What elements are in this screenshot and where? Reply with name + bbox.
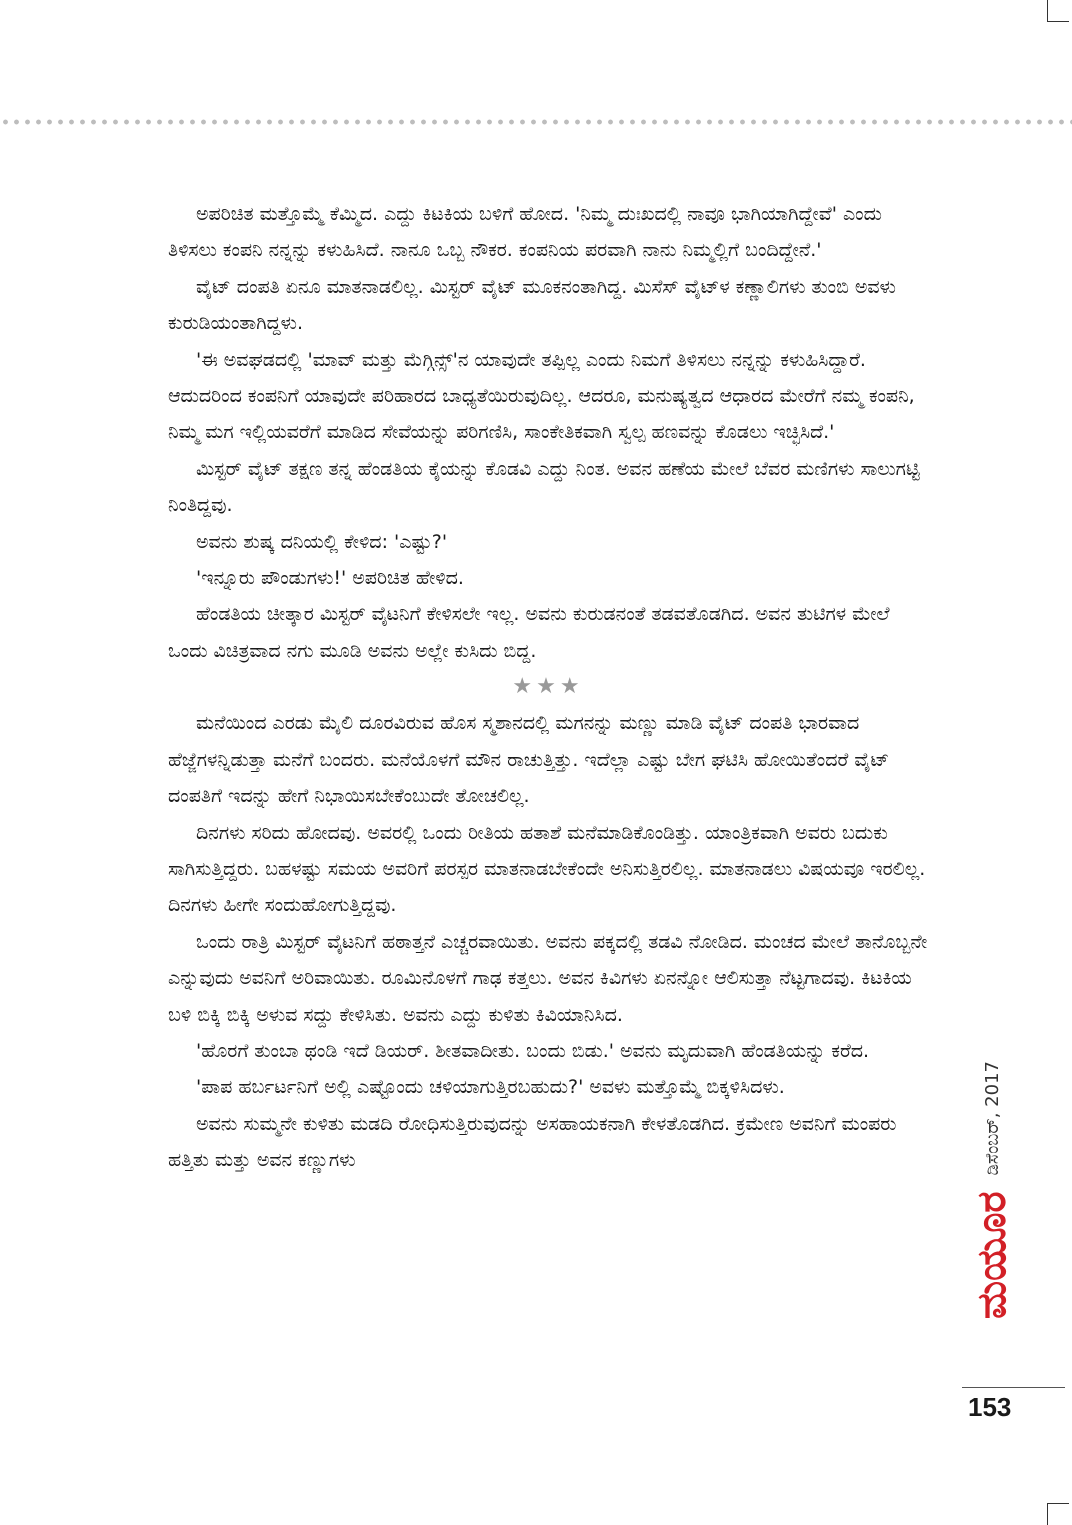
paragraph: ಅಪರಿಚಿತ ಮತ್ತೊಮ್ಮೆ ಕೆಮ್ಮಿದ. ಎದ್ದು ಕಿಟಕಿಯ ಬಳಿಗೆ ಹೋದ. 'ನಿಮ್ಮ ದುಃಖದಲ್ಲಿ ನಾವೂ ಭಾಗಿಯಾಗಿದ್ದೇವೆ' ಎಂದು ತಿಳಿಸಲು ಕಂಪನಿ ನನ್ನನ್ನು ಕಳುಹಿಸಿದೆ. ನಾನೂ ಒಬ್ಬ ನೌಕರ. ಕಂಪನಿಯ ಪರವಾಗಿ ನಾನು ನಿಮ್ಮಲ್ಲಿಗೆ ಬಂದಿದ್ದೇನೆ.' [168, 203, 882, 262]
article-body [168, 196, 928, 1179]
paragraph: ಅವನು ಶುಷ್ಕ ದನಿಯಲ್ಲಿ ಕೇಳಿದ: 'ಎಷ್ಟು?' [196, 530, 448, 553]
paragraph: 'ಈ ಅವಘಡದಲ್ಲಿ 'ಮಾವ್ ಮತ್ತು ಮೆಗ್ಗಿನ್ಸ್'ನ ಯಾವುದೇ ತಪ್ಪಿಲ್ಲ ಎಂದು ನಿಮಗೆ ತಿಳಿಸಲು ನನ್ನನ್ನು ಕಳುಹಿಸಿದ್ದಾರೆ. ಆದುದರಿಂದ ಕಂಪನಿಗೆ ಯಾವುದೇ ಪರಿಹಾರದ ಬಾಧ್ಯತೆಯಿರುವುದಿಲ್ಲ. ಆದರೂ, ಮನುಷ್ಯತ್ವದ ಆಧಾರದ ಮೇರೆಗೆ ನಮ್ಮ ಕಂಪನಿ, ನಿಮ್ಮ ಮಗ ಇಲ್ಲಿಯವರೆಗೆ ಮಾಡಿದ ಸೇವೆಯನ್ನು ಪರಿಗಣಿಸಿ, ಸಾಂಕೇತಿಕವಾಗಿ ಸ್ವಲ್ಪ ಹಣವನ್ನು ಕೊಡಲು ಇಚ್ಛಿಸಿದೆ.' [168, 348, 915, 444]
page-number-rule [962, 1387, 1065, 1388]
section-separator: ★★★ [512, 674, 584, 700]
paragraph: ದಿನಗಳು ಸರಿದು ಹೋದವು. ಅವರಲ್ಲಿ ಒಂದು ರೀತಿಯ ಹತಾಶೆ ಮನೆಮಾಡಿಕೊಂಡಿತ್ತು. ಯಾಂತ್ರಿಕವಾಗಿ ಅವರು ಬದುಕು ಸಾಗಿಸುತ್ತಿದ್ದರು. ಬಹಳಷ್ಟು ಸಮಯ ಅವರಿಗೆ ಪರಸ್ಪರ ಮಾತನಾಡಬೇಕೆಂದೇ ಅನಿಸುತ್ತಿರಲಿಲ್ಲ. ಮಾತನಾಡಲು ವಿಷಯವೂ ಇರಲಿಲ್ಲ. ದಿನಗಳು ಹೀಗೇ ಸಂದುಹೋಗುತ್ತಿದ್ದವು. [168, 821, 926, 917]
crop-mark-top-vertical [1047, 0, 1048, 22]
paragraph: ಒಂದು ರಾತ್ರಿ ಮಿಸ್ಟರ್ ವೈಟನಿಗೆ ಹಠಾತ್ತನೆ ಎಚ್ಚರವಾಯಿತು. ಅವನು ಪಕ್ಕದಲ್ಲಿ ತಡವಿ ನೋಡಿದ. ಮಂಚದ ಮೇಲೆ ತಾನೊಬ್ಬನೇ ಎನ್ನುವುದು ಅವನಿಗೆ ಅರಿವಾಯಿತು. ರೂಮಿನೊಳಗೆ ಗಾಢ ಕತ್ತಲು. ಅವನ ಕಿವಿಗಳು ಏನನ್ನೋ ಆಲಿಸುತ್ತಾ ನೆಟ್ಟಗಾದವು. ಕಿಟಕಿಯ ಬಳಿ ಬಿಕ್ಕಿ ಬಿಕ್ಕಿ ಅಳುವ ಸದ್ದು ಕೇಳಿಸಿತು. ಅವನು ಎದ್ದು ಕುಳಿತು ಕಿವಿಯಾನಿಸಿದ. [168, 930, 928, 1026]
paragraph: ಹೆಂಡತಿಯ ಚೀತ್ಕಾರ ಮಿಸ್ಟರ್ ವೈಟನಿಗೆ ಕೇಳಿಸಲೇ ಇಲ್ಲ. ಅವನು ಕುರುಡನಂತೆ ತಡವತೊಡಗಿದ. ಅವನ ತುಟಿಗಳ ಮೇಲೆ ಒಂದು ವಿಚಿತ್ರವಾದ ನಗು ಮೂಡಿ ಅವನು ಅಲ್ಲೇ ಕುಸಿದು ಬಿದ್ದ. [168, 603, 890, 662]
magazine-footer [968, 1005, 1016, 1375]
paragraph: 'ಪಾಪ ಹರ್ಬರ್ಟನಿಗೆ ಅಲ್ಲಿ ಎಷ್ಟೊಂದು ಚಳಿಯಾಗುತ್ತಿರಬಹುದು?' ಅವಳು ಮತ್ತೊಮ್ಮೆ ಬಿಕ್ಕಳಿಸಿದಳು. [196, 1076, 785, 1099]
paragraph: ಮನೆಯಿಂದ ಎರಡು ಮೈಲಿ ದೂರವಿರುವ ಹೊಸ ಸ್ಮಶಾನದಲ್ಲಿ ಮಗನನ್ನು ಮಣ್ಣು ಮಾಡಿ ವೈಟ್ ದಂಪತಿ ಭಾರವಾದ ಹೆಜ್ಜೆಗಳನ್ನಿಡುತ್ತಾ ಮನೆಗೆ ಬಂದರು. ಮನೆಯೊಳಗೆ ಮೌನ ರಾಚುತ್ತಿತ್ತು. ಇದೆಲ್ಲಾ ಎಷ್ಟು ಬೇಗ ಘಟಿಸಿ ಹೋಯಿತೆಂದರೆ ವೈಟ್ ದಂಪತಿಗೆ ಇದನ್ನು ಹೇಗೆ ನಿಭಾಯಿಸಬೇಕೆಂಬುದೇ ತೋಚಲಿಲ್ಲ. [168, 712, 890, 808]
crop-mark-bottom-vertical [1047, 1503, 1048, 1525]
issue-date: ಡಿಸೆಂಬರ್, 2017 [981, 1061, 1003, 1176]
crop-mark-bottom-horizontal [1047, 1503, 1069, 1504]
paragraph: ಅವನು ಸುಮ್ಮನೇ ಕುಳಿತು ಮಡದಿ ರೋಧಿಸುತ್ತಿರುವುದನ್ನು ಅಸಹಾಯಕನಾಗಿ ಕೇಳತೊಡಗಿದ. ಕ್ರಮೇಣ ಅವನಿಗೆ ಮಂಪರು ಹತ್ತಿತು ಮತ್ತು ಅವನ ಕಣ್ಣುಗಳು [168, 1112, 897, 1172]
paragraph: 'ಇನ್ನೂರು ಪೌಂಡುಗಳು!' ಅಪರಿಚಿತ ಹೇಳಿದ. [196, 567, 464, 590]
magazine-logo: ಮಯೂರ [969, 1191, 1015, 1319]
paragraph: ಮಿಸ್ಟರ್ ವೈಟ್ ತಕ್ಷಣ ತನ್ನ ಹೆಂಡತಿಯ ಕೈಯನ್ನು ಕೊಡವಿ ಎದ್ದು ನಿಂತ. ಅವನ ಹಣೆಯ ಮೇಲೆ ಬೆವರ ಮಣಿಗಳು ಸಾಲುಗಟ್ಟಿ ನಿಂತಿದ್ದವು. [168, 457, 920, 517]
page-number: 153 [968, 1392, 1012, 1422]
crop-mark-top-horizontal [1047, 21, 1069, 22]
paragraph: ವೈಟ್ ದಂಪತಿ ಏನೂ ಮಾತನಾಡಲಿಲ್ಲ. ಮಿಸ್ಟರ್ ವೈಟ್ ಮೂಕನಂತಾಗಿದ್ದ. ಮಿಸೆಸ್ ವೈಟ್‌ಳ ಕಣ್ಣಾಲಿಗಳು ತುಂಬಿ ಅವಳು ಕುರುಡಿಯಂತಾಗಿದ್ದಳು. [168, 275, 896, 335]
paragraph: 'ಹೊರಗೆ ತುಂಬಾ ಥಂಡಿ ಇದೆ ಡಿಯರ್. ಶೀತವಾದೀತು. ಬಂದು ಬಿಡು.' ಅವನು ಮೃದುವಾಗಿ ಹೆಂಡತಿಯನ್ನು ಕರೆದ. [196, 1039, 870, 1062]
dotted-divider [0, 119, 1072, 125]
